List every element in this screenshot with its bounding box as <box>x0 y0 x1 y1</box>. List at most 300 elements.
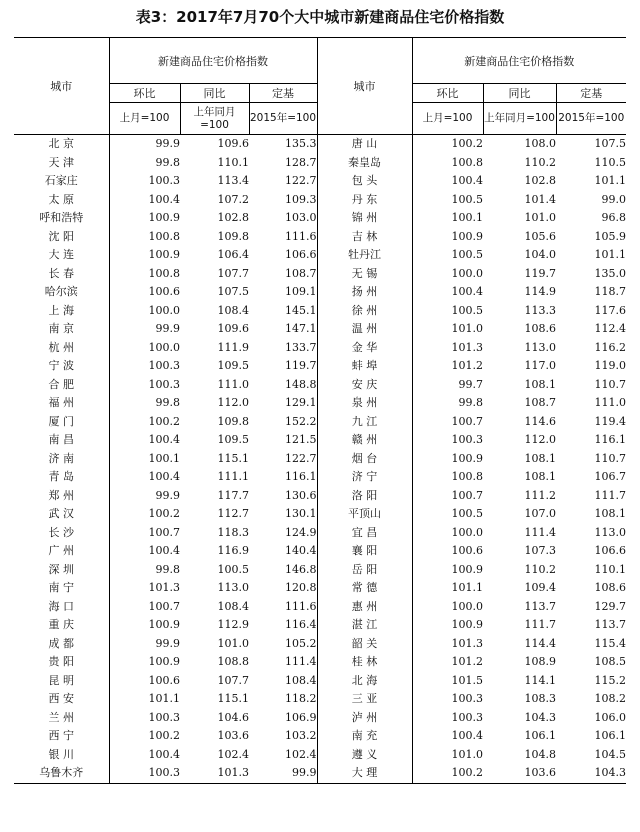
left-city-cell: 南 昌 <box>48 433 74 446</box>
right-base-cell: 106.1 <box>594 729 627 742</box>
left-mom-cell: 100.9 <box>109 616 180 635</box>
left-mom-cell: 99.9 <box>109 487 180 506</box>
right-yoy-cell: 113.7 <box>524 599 556 613</box>
right-base-cell: 106.7 <box>594 470 627 483</box>
index-group-header-left: 新建商品住宅价格指数 <box>109 38 317 84</box>
left-mom-cell: 100.2 <box>109 505 180 524</box>
base-basis-right: 2015年=100 <box>556 103 626 135</box>
left-mom-cell: 100.4 <box>109 746 180 765</box>
left-base-cell: 111.4 <box>285 655 317 668</box>
table-row <box>14 154 626 173</box>
right-base-cell: 119.4 <box>594 414 627 428</box>
right-city-cell: 温 州 <box>317 320 412 339</box>
right-base-cell: 115.4 <box>594 636 627 650</box>
right-mom-cell: 100.8 <box>412 154 483 173</box>
right-city-cell: 丹 东 <box>317 191 412 210</box>
right-base-cell: 112.4 <box>594 322 627 335</box>
table-row <box>14 357 626 376</box>
left-base-cell: 108.4 <box>285 673 317 687</box>
left-city-cell: 银 川 <box>48 747 74 761</box>
right-city-cell: 泸 州 <box>317 709 412 728</box>
right-mom-cell: 101.1 <box>412 579 483 598</box>
table-row <box>14 542 626 561</box>
right-mom-cell: 100.3 <box>412 709 483 728</box>
left-mom-cell: 100.4 <box>109 431 180 450</box>
left-city-cell: 北 京 <box>48 137 74 150</box>
left-city-cell: 南 宁 <box>48 581 74 594</box>
right-base-cell: 108.6 <box>594 581 627 594</box>
table-row <box>14 505 626 524</box>
right-city-cell: 秦皇岛 <box>317 154 412 173</box>
left-mom-cell: 100.0 <box>109 302 180 321</box>
table-row <box>14 209 626 228</box>
left-mom-cell: 100.9 <box>109 246 180 265</box>
right-yoy-cell: 117.0 <box>524 359 556 372</box>
left-yoy-cell: 107.2 <box>217 192 249 206</box>
table-row <box>14 653 626 672</box>
left-base-cell: 106.6 <box>285 248 317 261</box>
base-header-right: 定基 <box>556 84 626 103</box>
left-mom-cell: 100.3 <box>109 764 180 783</box>
right-mom-cell: 101.2 <box>412 357 483 376</box>
right-mom-cell: 100.9 <box>412 616 483 635</box>
right-base-cell: 108.1 <box>594 507 627 520</box>
right-mom-cell: 100.0 <box>412 598 483 617</box>
right-mom-cell: 101.0 <box>412 320 483 339</box>
left-mom-cell: 99.9 <box>109 320 180 339</box>
right-mom-cell: 101.5 <box>412 672 483 691</box>
left-yoy-cell: 108.4 <box>217 303 249 317</box>
table-row <box>14 431 626 450</box>
left-city-cell: 成 都 <box>48 636 74 650</box>
right-city-cell: 唐 山 <box>317 135 412 154</box>
right-city-cell: 桂 林 <box>317 653 412 672</box>
table-body <box>14 135 626 784</box>
right-mom-cell: 100.9 <box>412 228 483 247</box>
right-yoy-cell: 111.7 <box>524 618 556 631</box>
left-yoy-cell: 102.4 <box>217 747 249 761</box>
left-yoy-cell: 109.5 <box>217 359 249 372</box>
table-row <box>14 616 626 635</box>
right-yoy-cell: 111.4 <box>524 525 556 539</box>
right-mom-cell: 100.5 <box>412 302 483 321</box>
right-base-cell: 106.0 <box>594 710 627 724</box>
right-mom-cell: 100.7 <box>412 413 483 432</box>
right-city-cell: 济 宁 <box>317 468 412 487</box>
right-base-cell: 108.5 <box>594 655 627 668</box>
yoy-header-right: 同比 <box>483 84 556 103</box>
left-city-cell: 长 春 <box>48 266 74 280</box>
right-base-cell: 110.7 <box>594 451 627 465</box>
left-city-cell: 乌鲁木齐 <box>14 764 109 783</box>
left-base-cell: 120.8 <box>285 581 317 594</box>
price-index-table <box>14 37 626 784</box>
left-yoy-cell: 101.3 <box>180 764 249 783</box>
left-city-cell: 呼和浩特 <box>39 211 84 224</box>
table-row <box>14 265 626 284</box>
right-mom-cell: 101.2 <box>412 653 483 672</box>
right-base-cell: 129.7 <box>594 599 627 613</box>
left-base-cell: 130.6 <box>285 488 317 502</box>
left-base-cell: 124.9 <box>285 525 317 539</box>
left-base-cell: 111.6 <box>285 599 317 613</box>
right-base-cell: 104.5 <box>594 747 627 761</box>
city-header-left: 城市 <box>14 38 109 135</box>
left-yoy-cell: 113.4 <box>217 174 249 187</box>
right-yoy-cell: 108.3 <box>524 692 556 705</box>
left-city-cell: 福 州 <box>48 396 74 409</box>
left-yoy-cell: 109.8 <box>217 414 249 428</box>
left-base-cell: 122.7 <box>285 174 317 187</box>
right-city-cell: 烟 台 <box>317 450 412 469</box>
left-city-cell: 海 口 <box>48 599 74 613</box>
right-mom-cell: 100.5 <box>412 505 483 524</box>
mom-basis-right: 上月=100 <box>412 103 483 135</box>
left-base-cell: 121.5 <box>285 433 317 446</box>
right-yoy-cell: 114.9 <box>524 285 556 298</box>
right-city-cell: 襄 阳 <box>317 542 412 561</box>
left-yoy-cell: 108.4 <box>217 599 249 613</box>
left-mom-cell: 100.1 <box>109 450 180 469</box>
left-city-cell: 杭 州 <box>48 340 74 354</box>
left-base-cell: 116.1 <box>285 470 317 483</box>
left-city-cell: 南 京 <box>48 322 74 335</box>
right-base-cell: 101.1 <box>594 248 627 261</box>
left-mom-cell: 100.8 <box>109 228 180 247</box>
left-mom-cell: 100.4 <box>109 542 180 561</box>
left-base-cell: 102.4 <box>285 747 317 761</box>
left-yoy-cell: 117.7 <box>217 488 249 502</box>
right-city-cell: 湛 江 <box>317 616 412 635</box>
left-yoy-cell: 112.9 <box>217 618 249 631</box>
right-base-cell: 117.6 <box>594 303 627 317</box>
right-yoy-cell: 109.4 <box>524 581 556 594</box>
mom-header-right: 环比 <box>412 84 483 103</box>
table-row <box>14 283 626 302</box>
left-mom-cell: 100.4 <box>109 468 180 487</box>
left-city-cell: 济 南 <box>48 451 74 465</box>
right-city-cell: 九 江 <box>317 413 412 432</box>
left-base-cell: 105.2 <box>285 636 317 650</box>
right-city-cell: 泉 州 <box>317 394 412 413</box>
right-mom-cell: 100.0 <box>412 265 483 284</box>
right-base-cell: 99.0 <box>601 192 627 206</box>
left-base-cell: 148.8 <box>285 377 317 391</box>
left-base-cell: 99.9 <box>249 764 317 783</box>
left-mom-cell: 101.1 <box>109 690 180 709</box>
right-city-cell: 金 华 <box>317 339 412 358</box>
right-city-cell: 岳 阳 <box>317 561 412 580</box>
left-yoy-cell: 107.7 <box>217 266 249 280</box>
left-mom-cell: 100.3 <box>109 172 180 191</box>
left-base-cell: 109.3 <box>285 192 317 206</box>
right-city-cell: 南 充 <box>317 727 412 746</box>
right-city-cell: 惠 州 <box>317 598 412 617</box>
right-city-cell: 安 庆 <box>317 376 412 395</box>
right-base-cell: 116.1 <box>594 433 627 446</box>
right-yoy-cell: 112.0 <box>524 433 556 446</box>
right-base-cell: 111.0 <box>594 396 627 409</box>
right-city-cell: 扬 州 <box>317 283 412 302</box>
left-base-cell: 106.9 <box>285 710 317 724</box>
right-yoy-cell: 114.4 <box>524 636 556 650</box>
right-base-cell: 116.2 <box>594 340 627 354</box>
left-mom-cell: 99.8 <box>109 394 180 413</box>
left-city-cell: 贵 阳 <box>48 655 74 668</box>
right-mom-cell: 101.3 <box>412 339 483 358</box>
right-base-cell: 113.7 <box>594 618 627 631</box>
left-base-cell: 130.1 <box>285 507 317 520</box>
left-city-cell: 武 汉 <box>48 507 74 520</box>
right-city-cell: 遵 义 <box>317 746 412 765</box>
table-row <box>14 376 626 395</box>
table-row <box>14 524 626 543</box>
left-yoy-cell: 107.5 <box>217 285 249 298</box>
left-mom-cell: 100.3 <box>109 709 180 728</box>
left-base-cell: 122.7 <box>285 451 317 465</box>
right-mom-cell: 100.4 <box>412 283 483 302</box>
left-city-cell: 宁 波 <box>48 359 74 372</box>
left-city-cell: 沈 阳 <box>48 229 74 243</box>
right-mom-cell: 100.5 <box>412 191 483 210</box>
left-yoy-cell: 118.3 <box>217 525 249 539</box>
right-yoy-cell: 108.9 <box>524 655 556 668</box>
left-city-cell: 昆 明 <box>48 673 74 687</box>
right-yoy-cell: 110.2 <box>524 562 556 576</box>
table-row <box>14 339 626 358</box>
left-base-cell: 118.2 <box>285 692 317 705</box>
left-yoy-cell: 101.0 <box>217 636 249 650</box>
left-city-cell: 石家庄 <box>44 174 78 187</box>
right-base-cell: 110.5 <box>594 155 627 169</box>
right-base-cell: 96.8 <box>601 211 627 224</box>
right-yoy-cell: 104.8 <box>524 747 556 761</box>
right-mom-cell: 99.8 <box>412 394 483 413</box>
right-base-cell: 101.1 <box>594 174 627 187</box>
left-yoy-cell: 113.0 <box>217 581 249 594</box>
left-mom-cell: 100.0 <box>109 339 180 358</box>
right-yoy-cell: 108.1 <box>524 377 556 391</box>
left-mom-cell: 100.9 <box>109 653 180 672</box>
right-mom-cell: 100.1 <box>412 209 483 228</box>
table-row <box>14 672 626 691</box>
right-base-cell: 110.7 <box>594 377 627 391</box>
left-yoy-cell: 109.6 <box>217 322 249 335</box>
left-mom-cell: 100.7 <box>109 598 180 617</box>
left-yoy-cell: 107.7 <box>217 673 249 687</box>
left-yoy-cell: 115.1 <box>217 692 249 705</box>
table-row <box>14 228 626 247</box>
left-yoy-cell: 111.0 <box>217 377 249 391</box>
left-mom-cell: 99.9 <box>109 635 180 654</box>
left-yoy-cell: 111.9 <box>217 340 249 354</box>
left-base-cell: 152.2 <box>285 414 317 428</box>
left-city-cell: 青 岛 <box>48 470 74 483</box>
left-mom-cell: 100.2 <box>109 727 180 746</box>
right-yoy-cell: 101.0 <box>524 211 556 224</box>
left-mom-cell: 100.6 <box>109 672 180 691</box>
table-row <box>14 302 626 321</box>
left-base-cell: 116.4 <box>285 618 317 631</box>
right-mom-cell: 100.7 <box>412 487 483 506</box>
left-mom-cell: 100.7 <box>109 524 180 543</box>
left-mom-cell: 100.3 <box>109 376 180 395</box>
left-mom-cell: 99.8 <box>109 561 180 580</box>
right-mom-cell: 100.5 <box>412 246 483 265</box>
left-yoy-cell: 103.6 <box>217 729 249 742</box>
right-city-cell: 大 理 <box>317 764 412 783</box>
right-base-cell: 107.5 <box>594 137 627 150</box>
right-city-cell: 锦 州 <box>317 209 412 228</box>
left-yoy-cell: 112.0 <box>217 396 249 409</box>
right-base-cell: 106.6 <box>594 544 627 557</box>
right-yoy-cell: 106.1 <box>524 729 556 742</box>
left-mom-cell: 100.9 <box>109 209 180 228</box>
left-city-cell: 西 宁 <box>48 729 74 742</box>
right-base-cell: 119.0 <box>594 359 627 372</box>
left-base-cell: 103.0 <box>285 211 317 224</box>
base-header-left: 定基 <box>249 84 317 103</box>
index-group-header-right: 新建商品住宅价格指数 <box>412 38 626 84</box>
right-yoy-cell: 107.0 <box>524 507 556 520</box>
right-yoy-cell: 119.7 <box>524 266 556 280</box>
right-yoy-cell: 104.3 <box>524 710 556 724</box>
right-base-cell: 110.1 <box>594 562 627 576</box>
left-base-cell: 129.1 <box>285 396 317 409</box>
right-yoy-cell: 114.6 <box>524 414 556 428</box>
table-row <box>14 598 626 617</box>
right-base-cell: 111.7 <box>594 488 627 502</box>
table-row <box>14 320 626 339</box>
left-yoy-cell: 109.5 <box>217 433 249 446</box>
left-yoy-cell: 109.8 <box>217 229 249 243</box>
left-mom-cell: 99.9 <box>109 135 180 154</box>
left-city-cell: 深 圳 <box>48 562 74 576</box>
right-yoy-cell: 108.1 <box>524 451 556 465</box>
table-row <box>14 709 626 728</box>
left-yoy-cell: 104.6 <box>217 710 249 724</box>
left-city-cell: 合 肥 <box>48 377 74 391</box>
right-yoy-cell: 113.0 <box>524 340 556 354</box>
left-base-cell: 128.7 <box>285 155 317 169</box>
left-yoy-cell: 116.9 <box>217 544 249 557</box>
city-header-right: 城市 <box>317 38 412 135</box>
left-base-cell: 108.7 <box>285 266 317 280</box>
left-city-cell: 天 津 <box>48 155 74 169</box>
left-base-cell: 146.8 <box>285 562 317 576</box>
right-mom-cell: 100.9 <box>412 561 483 580</box>
right-mom-cell: 100.3 <box>412 690 483 709</box>
right-yoy-cell: 114.1 <box>524 673 556 687</box>
table-row <box>14 690 626 709</box>
table-row <box>14 487 626 506</box>
left-mom-cell: 99.8 <box>109 154 180 173</box>
table-row <box>14 172 626 191</box>
left-yoy-cell: 115.1 <box>217 451 249 465</box>
right-yoy-cell: 102.8 <box>524 174 556 187</box>
left-yoy-cell: 102.8 <box>217 211 249 224</box>
table-row <box>14 191 626 210</box>
right-city-cell: 徐 州 <box>317 302 412 321</box>
left-city-cell: 大 连 <box>48 248 74 261</box>
right-city-cell: 牡丹江 <box>317 246 412 265</box>
table-row <box>14 746 626 765</box>
left-yoy-cell: 100.5 <box>217 562 249 576</box>
right-city-cell: 宜 昌 <box>317 524 412 543</box>
right-base-cell: 108.2 <box>594 692 627 705</box>
left-base-cell: 147.1 <box>285 322 317 335</box>
right-city-cell: 平顶山 <box>317 505 412 524</box>
right-yoy-cell: 101.4 <box>524 192 556 206</box>
left-mom-cell: 100.2 <box>109 413 180 432</box>
right-city-cell: 韶 关 <box>317 635 412 654</box>
right-mom-cell: 100.4 <box>412 172 483 191</box>
left-mom-cell: 100.3 <box>109 357 180 376</box>
right-city-cell: 赣 州 <box>317 431 412 450</box>
left-city-cell: 郑 州 <box>48 488 74 502</box>
left-city-cell: 哈尔滨 <box>44 285 78 298</box>
table-row <box>14 764 626 783</box>
right-city-cell: 吉 林 <box>317 228 412 247</box>
left-base-cell: 109.1 <box>285 285 317 298</box>
left-city-cell: 广 州 <box>48 544 74 557</box>
table-row <box>14 579 626 598</box>
left-city-cell: 厦 门 <box>48 414 74 428</box>
right-yoy-cell: 108.1 <box>524 470 556 483</box>
table-title: 表3：2017年7月70个大中城市新建商品住宅价格指数 <box>135 8 505 26</box>
base-basis-left: 2015年=100 <box>249 103 317 135</box>
mom-header-left: 环比 <box>109 84 180 103</box>
right-mom-cell: 101.3 <box>412 635 483 654</box>
left-yoy-cell: 112.7 <box>217 507 249 520</box>
right-mom-cell: 100.6 <box>412 542 483 561</box>
left-base-cell: 140.4 <box>285 544 317 557</box>
mom-basis-left: 上月=100 <box>109 103 180 135</box>
left-mom-cell: 100.4 <box>109 191 180 210</box>
right-yoy-cell: 107.3 <box>524 544 556 557</box>
table-row <box>14 413 626 432</box>
left-mom-cell: 100.8 <box>109 265 180 284</box>
yoy-header-left: 同比 <box>180 84 249 103</box>
left-base-cell: 145.1 <box>285 303 317 317</box>
left-yoy-cell: 111.1 <box>217 470 249 483</box>
right-mom-cell: 100.0 <box>412 524 483 543</box>
right-city-cell: 北 海 <box>317 672 412 691</box>
right-mom-cell: 101.0 <box>412 746 483 765</box>
right-base-cell: 113.0 <box>594 525 627 539</box>
right-yoy-cell: 110.2 <box>524 155 556 169</box>
left-city-cell: 西 安 <box>48 692 74 705</box>
right-base-cell: 105.9 <box>594 229 627 243</box>
right-mom-cell: 100.9 <box>412 450 483 469</box>
right-base-cell: 115.2 <box>594 673 627 687</box>
table-row <box>14 450 626 469</box>
left-city-cell: 长 沙 <box>48 525 74 539</box>
left-mom-cell: 101.3 <box>109 579 180 598</box>
table-row <box>14 727 626 746</box>
right-yoy-cell: 111.2 <box>524 488 556 502</box>
left-yoy-cell: 110.1 <box>217 155 249 169</box>
table-row <box>14 246 626 265</box>
left-base-cell: 133.7 <box>285 340 317 354</box>
right-mom-cell: 100.2 <box>412 764 483 783</box>
right-base-cell: 118.7 <box>594 285 627 298</box>
right-yoy-cell: 108.6 <box>524 322 556 335</box>
right-yoy-cell: 108.0 <box>524 137 556 150</box>
right-mom-cell: 100.8 <box>412 468 483 487</box>
right-city-cell: 蚌 埠 <box>317 357 412 376</box>
right-city-cell: 无 锡 <box>317 265 412 284</box>
